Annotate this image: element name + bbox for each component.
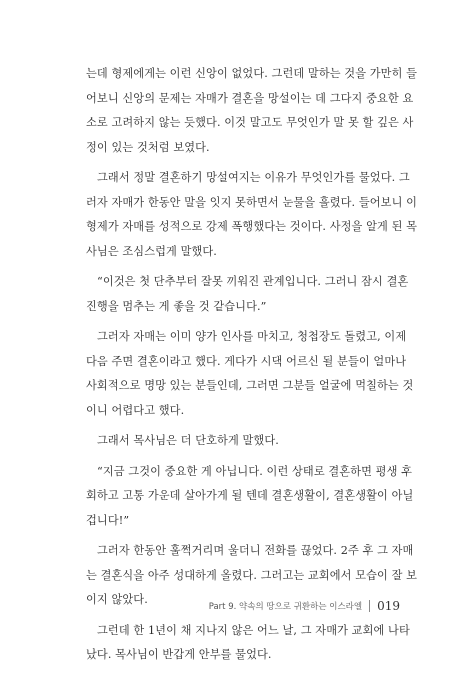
- paragraph: [86, 62, 418, 160]
- page-footer: [209, 596, 400, 616]
- text-line: 정이 있는 것처럼 보였다.: [86, 140, 210, 154]
- text-line: 그래서 목사님은 더 단호하게 말했다.: [97, 434, 279, 447]
- paragraph: [86, 166, 418, 264]
- paragraph: [86, 619, 410, 668]
- text-line: 사회적으로 명망 있는 분들인데, 그러면 그분들 얼굴에 먹칠하는 것: [86, 379, 414, 392]
- text-line: 났다. 목사님이 반갑게 안부를 물었다.: [86, 648, 272, 661]
- text-line: 형제가 자매를 성적으로 강제 폭행했다는 것이다. 사정을 알게 된 목: [86, 220, 418, 233]
- text-line: 소로 고려하지 않는 듯했다. 이것 말고도 무엇인가 말 못 할 깊은 사: [86, 116, 414, 129]
- text-line: “지금 그것이 중요한 게 아닙니다. 이런 상태로 결혼하면 평생 후: [97, 464, 413, 478]
- paragraph: [86, 270, 409, 319]
- text-line: “이것은 첫 단추부터 잘못 끼워진 관계입니다. 그러니 잠시 결혼: [97, 275, 409, 288]
- text-line: 회하고 고통 가운데 살아가게 될 텐데 결혼생활이, 결혼생활이 아닐: [86, 489, 414, 502]
- text-line: 이니 어렵다고 했다.: [86, 403, 185, 417]
- text-line: 그래서 정말 결혼하기 망설여지는 이유가 무엇인가를 물었다. 그: [97, 171, 410, 184]
- paragraph: [86, 325, 414, 423]
- paragraph: [86, 429, 400, 454]
- text-line: 그런데 한 1년이 채 지나지 않은 어느 날, 그 자매가 교회에 나타: [97, 623, 410, 637]
- text-line: 그러자 자매는 이미 양가 인사를 마치고, 청첩장도 돌렸고, 이제: [97, 330, 407, 343]
- text-line: 러자 자매가 한동안 말을 잇지 못하면서 눈물을 흘렸다. 들어보니 이: [86, 195, 418, 209]
- text-line: 어보니 신앙의 문제는 자매가 결혼을 망설이는 데 그다지 중요한 요: [86, 91, 414, 105]
- paragraph: [86, 460, 414, 534]
- text-line: 진행을 멈추는 게 좋을 것 같습니다.”: [86, 299, 267, 313]
- text-line: 는데 형제에게는 이런 신앙이 없었다. 그런데 말하는 것을 가만히 들: [86, 67, 418, 80]
- text-line: 는 결혼식을 아주 성대하게 올렸다. 그러고는 교회에서 모습이 잘 보: [86, 568, 418, 582]
- page-number: 019: [377, 599, 400, 613]
- text-line: 이지 않았다.: [86, 593, 148, 606]
- running-head: Part 9. 약속의 땅으로 귀환하는 이스라엘: [208, 602, 363, 612]
- text-line: 그러자 한동안 훌쩍거리며 울더니 전화를 끊었다. 2주 후 그 자매: [97, 544, 414, 557]
- text-line: 다음 주면 결혼이라고 했다. 게다가 시댁 어르신 될 분들이 얼마나: [86, 354, 407, 368]
- body-text: [86, 62, 418, 674]
- text-line: 사님은 조심스럽게 말했다.: [86, 244, 217, 258]
- text-line: 겁니다!”: [86, 513, 130, 527]
- footer-divider: [369, 600, 370, 612]
